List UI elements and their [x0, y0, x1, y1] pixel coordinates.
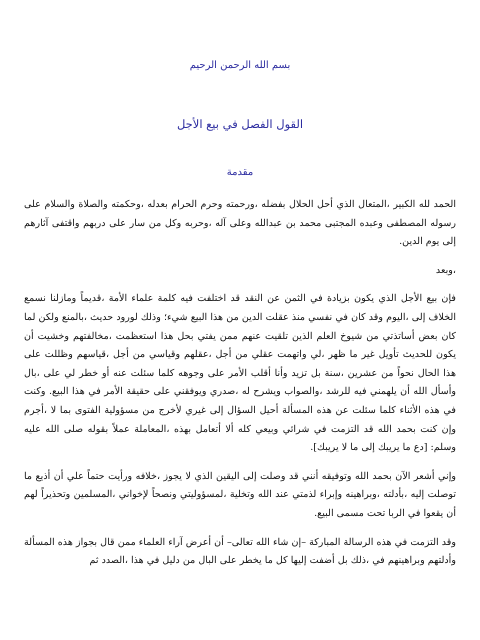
document-title: القول الفصل في بيع الأجل	[176, 117, 304, 131]
basmala: بسم الله الرحمن الرحيم	[189, 60, 291, 71]
paragraph-opener: ،وبعد	[435, 264, 456, 276]
paragraph-main: فإن بيع الأجل الذي يكون بزيادة في الثمن عن النقد قد اختلفت فيه كلمة علماء الأمة ،قديماً ومازلنا نسمع الخلاف إلى ،اليوم وقد كان في نفسي منذ عقلت الدين من هذا البيع شيء؛ وذلك لورود حديث ،بالمنع ولكن لما كان بعض أساتذتي من شيوخ العلم الذين تلقيت عنهم ممن يفتي بحل هذا استعظمت ،مخالفتهم وخشيت أن يكون للحديث تأويل غير ما ظهر ،لي واتهمت عقلي من أجل ،عقلهم وقياسي من أجل ،قياسهم وظللت على هذا الحال نحواً من عشرين ،سنة بل تزيد وأنا أقلب الأمر على وجوهه كلما سئلت عنه أو خطر لي على ،بال وأسأل الله أن يلهمني فيه للرشد ،والصواب ويشرح له ،صدري ويوفقني على حقيقة الأمر في هذا البيع. وكنت في هذه الأثناء كلما سئلت عن هذه المسألة أحيل السؤال إلى غيري لأخرج من مسؤولية الفتوى بما لا ،أجرم وإن كنت بحمد الله قد التزمت في شرائي وبيعي كله ألا أتعامل بهذه ،المعاملة عملاً بقوله صلى الله عليه وسلم: [دع ما يريبك إلى ما لا يريبك].	[24, 293, 456, 454]
section-heading: مقدمة	[226, 167, 254, 178]
paragraph-conclusion: وإني أشعر الآن بحمد الله وتوفيقه أنني قد وصلت إلى اليقين الذي لا يجوز ،خلافه ورأيت حتماً علي أن أذيع ما توصلت إليه ،بأدلته ،وبراهينه وإبراء لذمتي عند الله وتخلية ،لمسؤوليتي ونصحاً لإخواني ،المسلمين وتحذيراً لهم أن يقعوا في الربا تحت مسمى البيع.	[24, 470, 456, 519]
paragraph-praise: الحمد لله الكبير ،المتعال الذي أحل الحلال بفضله ،ورحمته وحرم الحرام بعدله ،وحكمته والصلاة والسلام على رسوله المصطفى وعبده المجتبى محمد بن عبدالله وعلى آله ،وحربه وكل من سار على دربهم واقتفى آثارهم إلى يوم الدين.	[24, 199, 456, 248]
paragraph-method: وقد التزمت في هذه الرسالة المباركة –إن شاء الله تعالى– أن أعرض آراء العلماء ممن قال بجواز هذه المسألة وأدلتهم وبراهينهم في ،ذلك بل أضفت إليها كل ما يخطر على البال من دليل في هذا ،الصدد ثم	[24, 536, 456, 567]
